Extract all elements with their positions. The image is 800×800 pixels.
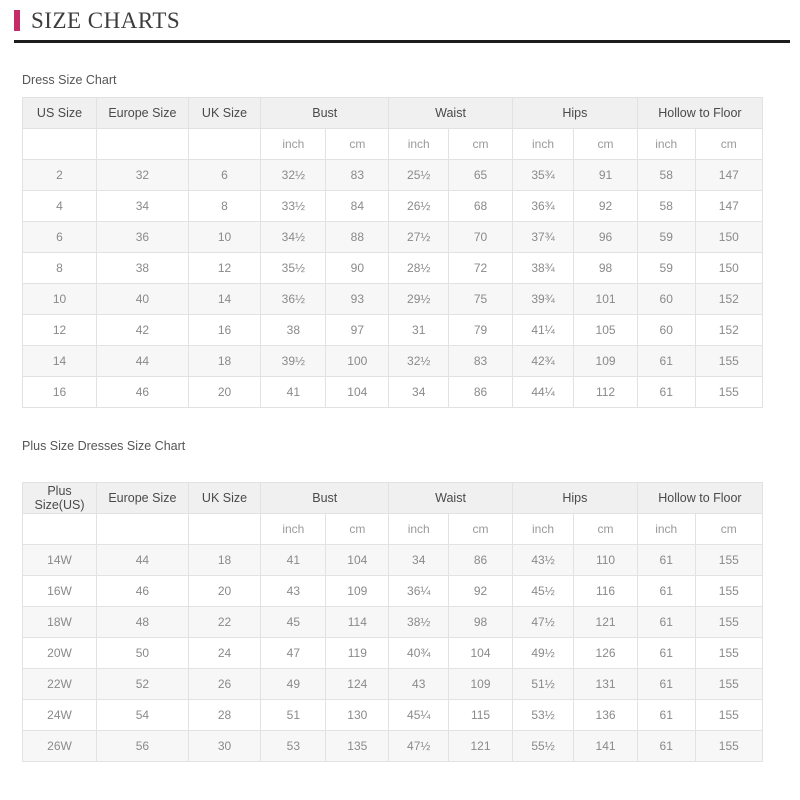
table-cell: 109 <box>449 669 513 700</box>
table-cell: 70 <box>449 222 513 253</box>
column-header: Hollow to Floor <box>637 98 762 129</box>
table-cell: 97 <box>326 315 389 346</box>
table-cell: 35¾ <box>512 160 573 191</box>
unit-label: inch <box>512 514 573 545</box>
table-cell: 47 <box>261 638 326 669</box>
table-cell: 56 <box>97 731 189 762</box>
page-title: SIZE CHARTS <box>31 8 181 33</box>
table-cell: 61 <box>637 731 695 762</box>
table-cell: 131 <box>574 669 638 700</box>
table-cell: 124 <box>326 669 389 700</box>
table-row <box>23 731 763 762</box>
table-cell: 121 <box>449 731 513 762</box>
table-cell: 54 <box>97 700 189 731</box>
header-row <box>23 483 763 514</box>
column-header: Waist <box>389 483 513 514</box>
table-cell: 61 <box>637 545 695 576</box>
table-cell: 61 <box>637 346 695 377</box>
table-cell: 38 <box>261 315 326 346</box>
table-cell: 155 <box>695 545 762 576</box>
table-cell: 52 <box>97 669 189 700</box>
unit-label: cm <box>574 129 638 160</box>
table-cell: 18W <box>23 607 97 638</box>
table-cell: 110 <box>574 545 638 576</box>
blank-cell <box>188 129 261 160</box>
table-cell: 136 <box>574 700 638 731</box>
table-cell: 16 <box>188 315 261 346</box>
table-cell: 152 <box>695 315 762 346</box>
table-cell: 68 <box>449 191 513 222</box>
column-header: US Size <box>23 98 97 129</box>
table-cell: 10 <box>188 222 261 253</box>
plus-chart-caption: Plus Size Dresses Size Chart <box>22 439 186 454</box>
unit-label: inch <box>389 129 449 160</box>
table-cell: 45¼ <box>389 700 449 731</box>
table-cell: 6 <box>188 160 261 191</box>
table-cell: 14 <box>23 346 97 377</box>
table-cell: 53½ <box>512 700 573 731</box>
table-cell: 61 <box>637 377 695 408</box>
table-cell: 38¾ <box>512 253 573 284</box>
table-cell: 48 <box>97 607 189 638</box>
table-cell: 40 <box>97 284 189 315</box>
table-cell: 86 <box>449 545 513 576</box>
table-cell: 86 <box>449 377 513 408</box>
table-cell: 35½ <box>261 253 326 284</box>
table-cell: 61 <box>637 576 695 607</box>
table-cell: 150 <box>695 253 762 284</box>
column-header: Waist <box>389 98 513 129</box>
table-row <box>23 607 763 638</box>
table-cell: 6 <box>23 222 97 253</box>
title-divider <box>14 40 790 43</box>
unit-label: inch <box>261 129 326 160</box>
table-cell: 44 <box>97 545 189 576</box>
table-cell: 147 <box>695 160 762 191</box>
table-cell: 45½ <box>512 576 573 607</box>
table-cell: 93 <box>326 284 389 315</box>
table-cell: 43 <box>261 576 326 607</box>
column-header: Hollow to Floor <box>637 483 762 514</box>
table-cell: 65 <box>449 160 513 191</box>
table-cell: 59 <box>637 222 695 253</box>
table-cell: 27½ <box>389 222 449 253</box>
table-cell: 61 <box>637 607 695 638</box>
table-cell: 155 <box>695 377 762 408</box>
table-row <box>23 346 763 377</box>
table-cell: 41 <box>261 545 326 576</box>
table-cell: 155 <box>695 346 762 377</box>
units-row <box>23 514 763 545</box>
table-cell: 155 <box>695 576 762 607</box>
table-cell: 88 <box>326 222 389 253</box>
table-cell: 8 <box>188 191 261 222</box>
table-cell: 26W <box>23 731 97 762</box>
blank-cell <box>23 129 97 160</box>
blank-cell <box>97 129 189 160</box>
table-row <box>23 700 763 731</box>
column-header: UK Size <box>188 98 261 129</box>
table-row <box>23 253 763 284</box>
unit-label: cm <box>574 514 638 545</box>
table-cell: 20 <box>188 377 261 408</box>
table-cell: 75 <box>449 284 513 315</box>
table-cell: 36¾ <box>512 191 573 222</box>
table-cell: 32½ <box>261 160 326 191</box>
dress-size-chart-section <box>22 73 800 408</box>
table-cell: 90 <box>326 253 389 284</box>
column-header: Bust <box>261 483 389 514</box>
table-cell: 26½ <box>389 191 449 222</box>
table-cell: 4 <box>23 191 97 222</box>
table-cell: 50 <box>97 638 189 669</box>
table-cell: 115 <box>449 700 513 731</box>
table-cell: 26 <box>188 669 261 700</box>
table-cell: 12 <box>23 315 97 346</box>
table-cell: 84 <box>326 191 389 222</box>
blank-cell <box>188 514 261 545</box>
table-cell: 33½ <box>261 191 326 222</box>
unit-label: inch <box>637 129 695 160</box>
table-cell: 141 <box>574 731 638 762</box>
column-header: UK Size <box>188 483 261 514</box>
unit-label: cm <box>326 514 389 545</box>
table-cell: 92 <box>574 191 638 222</box>
column-header: Hips <box>512 483 637 514</box>
table-cell: 104 <box>326 545 389 576</box>
table-cell: 46 <box>97 377 189 408</box>
blank-cell <box>23 514 97 545</box>
column-header: Plus Size(US) <box>23 483 97 514</box>
table-cell: 39¾ <box>512 284 573 315</box>
table-cell: 109 <box>326 576 389 607</box>
table-cell: 20W <box>23 638 97 669</box>
title-row <box>14 8 790 33</box>
table-row <box>23 191 763 222</box>
table-cell: 61 <box>637 638 695 669</box>
table-cell: 36 <box>97 222 189 253</box>
table-cell: 59 <box>637 253 695 284</box>
table-cell: 16 <box>23 377 97 408</box>
table-cell: 25½ <box>389 160 449 191</box>
table-cell: 30 <box>188 731 261 762</box>
table-cell: 32½ <box>389 346 449 377</box>
page-header <box>0 0 800 43</box>
table-cell: 147 <box>695 191 762 222</box>
table-cell: 2 <box>23 160 97 191</box>
table-cell: 34 <box>389 545 449 576</box>
table-cell: 43 <box>389 669 449 700</box>
table-cell: 47½ <box>389 731 449 762</box>
table-cell: 44¼ <box>512 377 573 408</box>
table-cell: 51½ <box>512 669 573 700</box>
table-cell: 83 <box>449 346 513 377</box>
plus-size-table <box>22 482 763 762</box>
table-cell: 32 <box>97 160 189 191</box>
table-cell: 18 <box>188 346 261 377</box>
table-cell: 45 <box>261 607 326 638</box>
table-cell: 155 <box>695 638 762 669</box>
table-cell: 135 <box>326 731 389 762</box>
table-cell: 105 <box>574 315 638 346</box>
table-cell: 155 <box>695 669 762 700</box>
table-cell: 83 <box>326 160 389 191</box>
table-cell: 34 <box>389 377 449 408</box>
table-cell: 14 <box>188 284 261 315</box>
table-cell: 96 <box>574 222 638 253</box>
table-cell: 104 <box>449 638 513 669</box>
table-row <box>23 638 763 669</box>
table-cell: 155 <box>695 607 762 638</box>
table-cell: 14W <box>23 545 97 576</box>
table-cell: 24 <box>188 638 261 669</box>
table-cell: 155 <box>695 731 762 762</box>
content <box>0 73 800 762</box>
table-row <box>23 576 763 607</box>
dress-size-table <box>22 97 763 408</box>
table-row <box>23 222 763 253</box>
table-cell: 43½ <box>512 545 573 576</box>
column-header: Bust <box>261 98 389 129</box>
table-cell: 47½ <box>512 607 573 638</box>
table-cell: 28½ <box>389 253 449 284</box>
table-cell: 8 <box>23 253 97 284</box>
table-cell: 12 <box>188 253 261 284</box>
unit-label: inch <box>512 129 573 160</box>
table-cell: 16W <box>23 576 97 607</box>
header-row <box>23 98 763 129</box>
table-cell: 121 <box>574 607 638 638</box>
table-cell: 38½ <box>389 607 449 638</box>
accent-bar <box>14 10 20 31</box>
blank-cell <box>97 514 189 545</box>
table-cell: 42¾ <box>512 346 573 377</box>
table-cell: 109 <box>574 346 638 377</box>
table-cell: 37¾ <box>512 222 573 253</box>
table-cell: 34 <box>97 191 189 222</box>
table-cell: 41 <box>261 377 326 408</box>
table-cell: 150 <box>695 222 762 253</box>
unit-label: inch <box>261 514 326 545</box>
table-row <box>23 377 763 408</box>
table-cell: 40¾ <box>389 638 449 669</box>
table-cell: 53 <box>261 731 326 762</box>
table-cell: 41¼ <box>512 315 573 346</box>
unit-label: inch <box>389 514 449 545</box>
table-cell: 114 <box>326 607 389 638</box>
unit-label: cm <box>449 129 513 160</box>
column-header: Europe Size <box>97 483 189 514</box>
table-cell: 72 <box>449 253 513 284</box>
unit-label: inch <box>637 514 695 545</box>
column-header: Hips <box>512 98 637 129</box>
table-cell: 104 <box>326 377 389 408</box>
table-cell: 46 <box>97 576 189 607</box>
table-cell: 112 <box>574 377 638 408</box>
table-cell: 10 <box>23 284 97 315</box>
table-cell: 31 <box>389 315 449 346</box>
table-cell: 42 <box>97 315 189 346</box>
unit-label: cm <box>449 514 513 545</box>
table-cell: 39½ <box>261 346 326 377</box>
table-cell: 152 <box>695 284 762 315</box>
table-cell: 60 <box>637 315 695 346</box>
table-cell: 98 <box>449 607 513 638</box>
table-cell: 24W <box>23 700 97 731</box>
table-row <box>23 545 763 576</box>
table-row <box>23 315 763 346</box>
table-cell: 98 <box>574 253 638 284</box>
table-cell: 34½ <box>261 222 326 253</box>
table-cell: 36½ <box>261 284 326 315</box>
table-cell: 51 <box>261 700 326 731</box>
table-row <box>23 160 763 191</box>
table-cell: 126 <box>574 638 638 669</box>
table-cell: 20 <box>188 576 261 607</box>
table-cell: 49½ <box>512 638 573 669</box>
table-cell: 79 <box>449 315 513 346</box>
unit-label: cm <box>695 514 762 545</box>
table-cell: 22 <box>188 607 261 638</box>
unit-label: cm <box>326 129 389 160</box>
table-cell: 119 <box>326 638 389 669</box>
table-cell: 155 <box>695 700 762 731</box>
table-cell: 36¼ <box>389 576 449 607</box>
table-cell: 58 <box>637 160 695 191</box>
table-cell: 61 <box>637 669 695 700</box>
table-cell: 91 <box>574 160 638 191</box>
table-cell: 60 <box>637 284 695 315</box>
dress-chart-caption: Dress Size Chart <box>22 73 117 88</box>
table-row <box>23 284 763 315</box>
table-cell: 130 <box>326 700 389 731</box>
table-cell: 55½ <box>512 731 573 762</box>
table-cell: 22W <box>23 669 97 700</box>
table-cell: 28 <box>188 700 261 731</box>
table-cell: 116 <box>574 576 638 607</box>
table-cell: 44 <box>97 346 189 377</box>
table-cell: 38 <box>97 253 189 284</box>
table-cell: 61 <box>637 700 695 731</box>
units-row <box>23 129 763 160</box>
table-cell: 49 <box>261 669 326 700</box>
table-cell: 101 <box>574 284 638 315</box>
plus-size-chart-section <box>22 439 800 762</box>
unit-label: cm <box>695 129 762 160</box>
column-header: Europe Size <box>97 98 189 129</box>
table-cell: 100 <box>326 346 389 377</box>
table-cell: 18 <box>188 545 261 576</box>
table-cell: 58 <box>637 191 695 222</box>
table-cell: 92 <box>449 576 513 607</box>
table-cell: 29½ <box>389 284 449 315</box>
table-row <box>23 669 763 700</box>
